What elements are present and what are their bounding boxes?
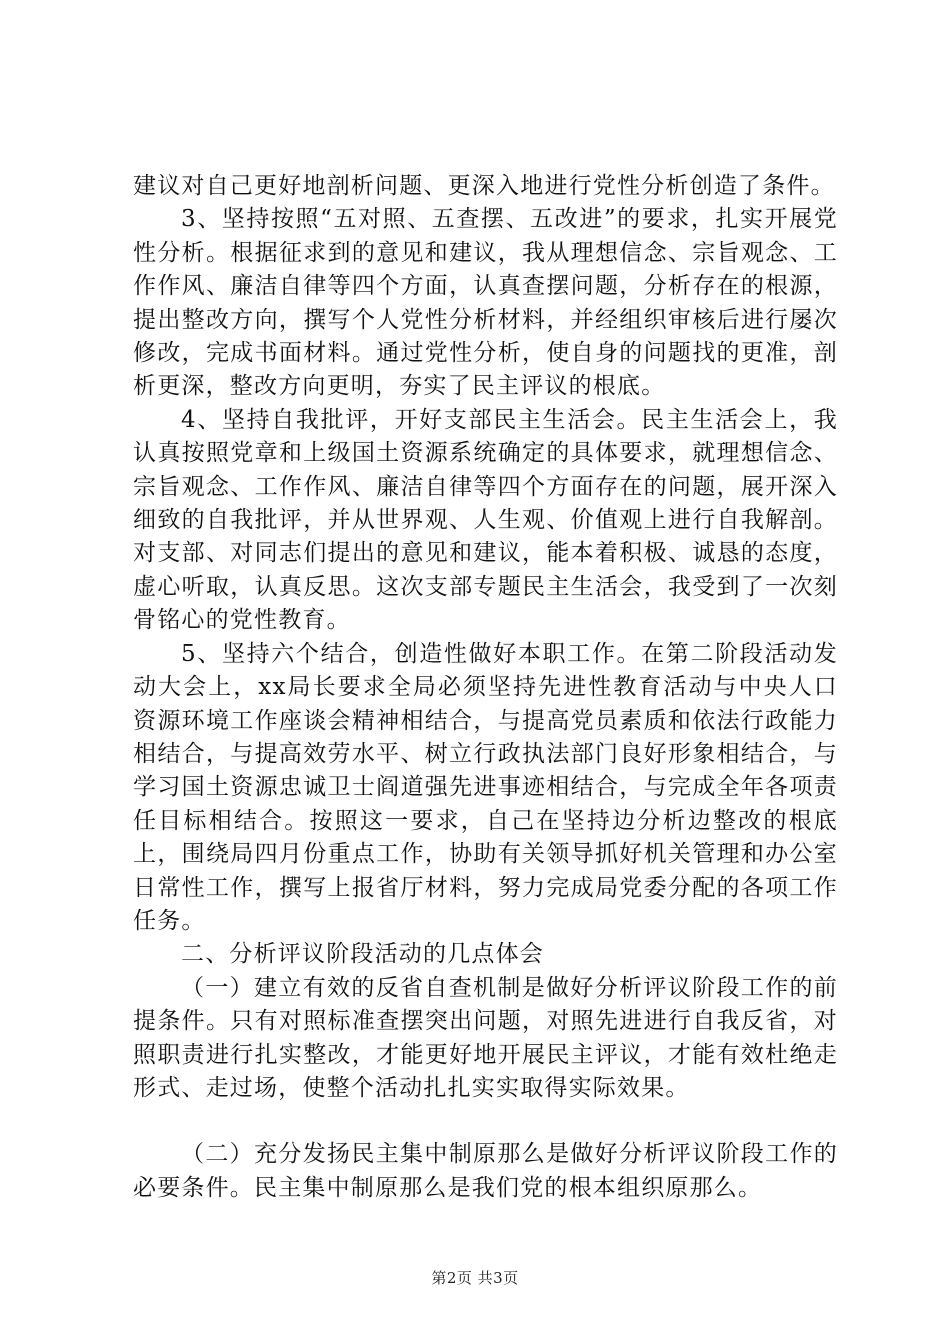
paragraph-item-4: 4、坚持自我批评，开好支部民主生活会。民主生活会上，我认真按照党章和上级国土资源系统确定的具体要求，就理想信念、宗旨观念、工作作风、廉洁自律等四个方面存在的问题，展开深入细致的自我批评，并从世界观、人生观、价值观上进行自我解剖。对支部、对同志们提出的意见和建议，能本着积极、诚恳的态度，虚心听取，认真反思。这次支部专题民主生活会，我受到了一次刻骨铭心的党性教育。 xyxy=(133,406,838,634)
document-body xyxy=(133,170,838,1205)
paragraph-item-5: 5、坚持六个结合，创造性做好本职工作。在第二阶段活动发动大会上，xx局长要求全局必须坚持先进性教育活动与中央人口资源环境工作座谈会精神相结合，与提高党员素质和依法行政能力相结合，与提高效劳水平、树立行政执法部门良好形象相结合，与学习国土资源忠诚卫士阎道强先进事迹相结合，与完成全年各项责任目标相结合。按照这一要求，自己在坚持边分析边整改的根底上，围绕局四月份重点工作，协助有关领导抓好机关管理和办公室日常性工作，撰写上报省厅材料，努力完成局党委分配的各项工作任务。 xyxy=(133,640,838,934)
paragraph-continuation: 建议对自己更好地剖析问题、更深入地进行党性分析创造了条件。 xyxy=(133,173,835,199)
page-number: 第2页 共3页 xyxy=(431,1269,519,1287)
paragraph-item-3: 3、坚持按照“五对照、五查摆、五改进”的要求，扎实开展党性分析。根据征求到的意见和建议，我从理想信念、宗旨观念、工作作风、廉洁自律等四个方面，认真查摆问题，分析存在的根源，提出整改方向，撰写个人党性分析材料，并经组织审核后进行屡次修改，完成书面材料。通过党性分析，使自身的问题找的更准，剖析更深，整改方向更明，夯实了民主评议的根底。 xyxy=(133,206,838,400)
paragraph-experience-1: （一）建立有效的反省自查机制是做好分析评议阶段工作的前提条件。只有对照标准查摆突出问题，对照先进进行自我反省，对照职责进行扎实整改，才能更好地开展民主评议，才能有效杜绝走形式、走过场，使整个活动扎扎实实取得实际效果。 xyxy=(133,974,838,1101)
section-heading: 二、分析评议阶段活动的几点体会 xyxy=(181,941,544,968)
paragraph-experience-2: （二）充分发扬民主集中制原那么是做好分析评议阶段工作的必要条件。民主集中制原那么是我们党的根本组织原那么。 xyxy=(133,1141,838,1201)
